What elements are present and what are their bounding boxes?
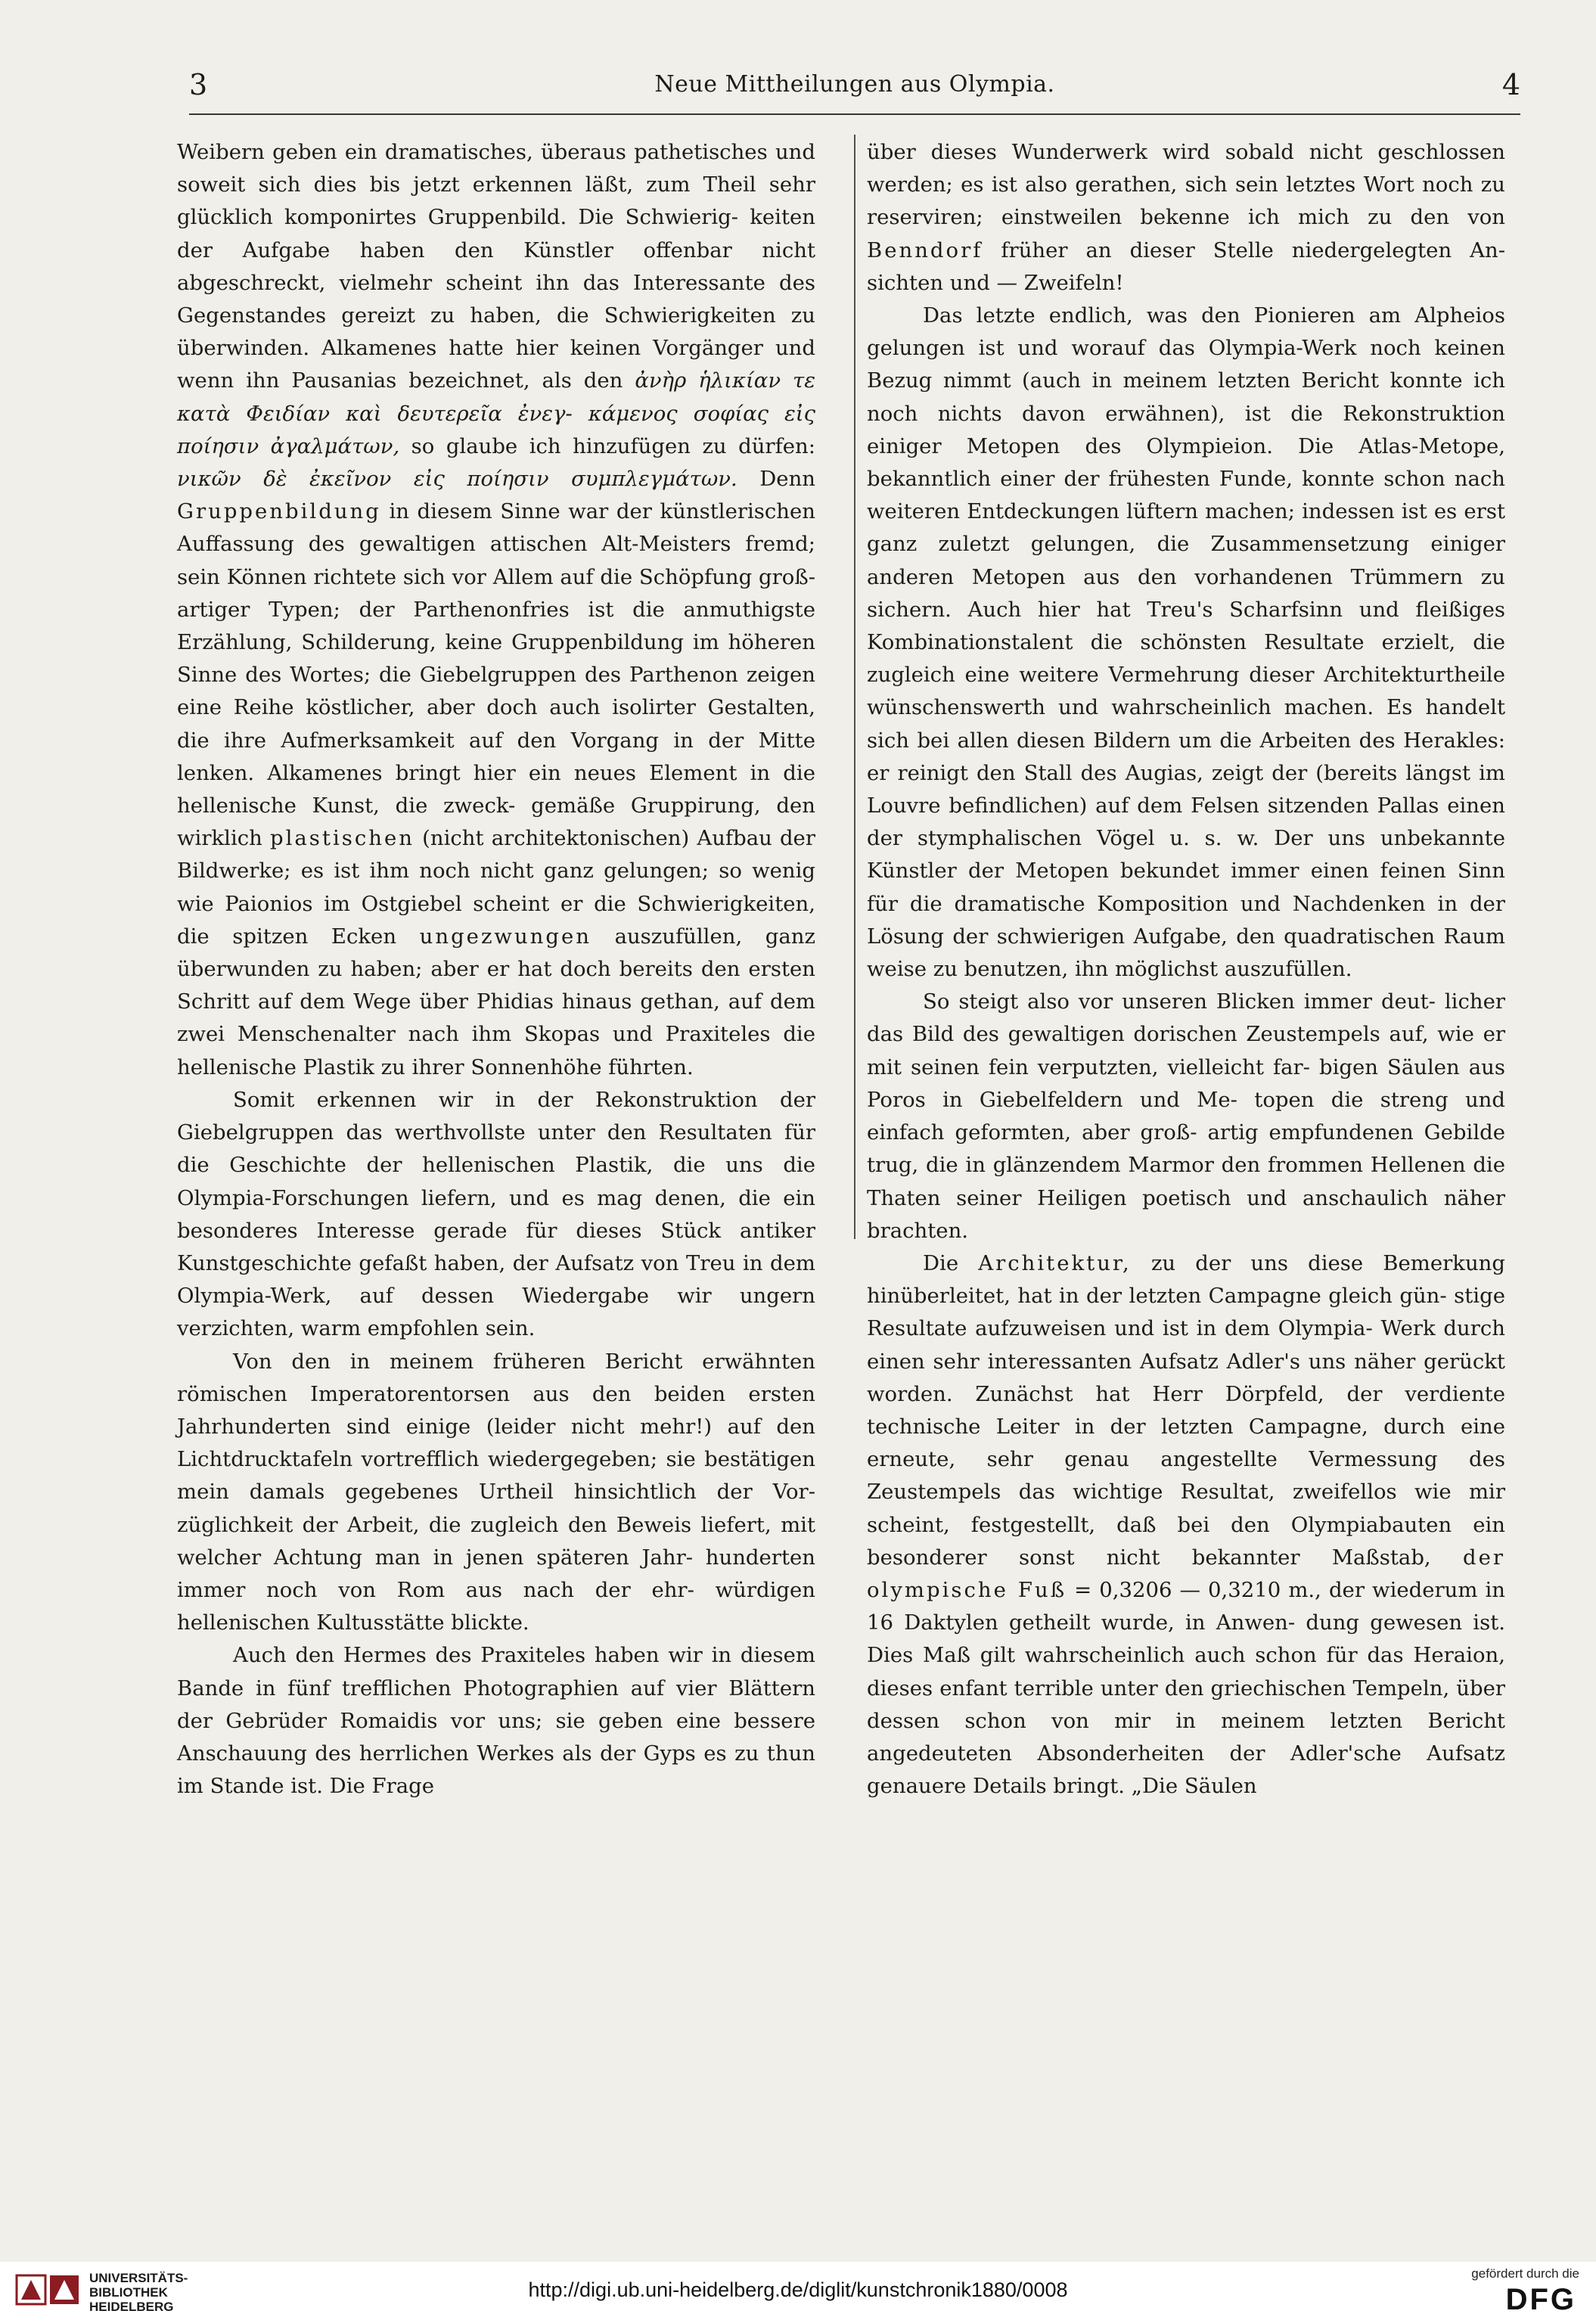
paragraph: Weibern geben ein dramatisches, überaus pathetisches und soweit sich dies bis jetzt erkennen läßt, zum Theil sehr glücklich komponirtes Gruppenbild. Die Schwierig- keiten der Aufgabe haben den Künstler offenbar nicht abgeschreckt, vielmehr scheint ihn das Interessante des Gegenstandes gereizt zu haben, die Schwierigkeiten zu überwinden. Alkamenes hatte hier keinen Vorgänger und wenn ihn Pausanias bezeichnet, als den ἀνὴρ ἡλικίαν τε κατὰ Φειδίαν καὶ δευτερεῖα ἐνεγ- κάμενος σοφίας εἰς ποίησιν ἀγαλμάτων, so glaube ich hinzufügen zu dürfen: νικῶν δὲ ἐκεῖνον εἰς ποίησιν συμπλεγμάτων. Denn Gruppenbildung in diesem Sinne war der künstlerischen Auffassung des gewaltigen attischen Alt-Meisters fremd; sein Können richtete sich vor Allem auf die Schöpfung groß- artiger Typen; der Parthenonfries ist die anmuthigste Erzählung, Schilderung, keine Gruppenbildung im höheren Sinne des Wortes; die Giebelgruppen des Parthenon zeigen eine Reihe köstlicher, aber doch auch isolirter Gestalten, die ihre Aufmerksamkeit auf den Vorgang in der Mitte lenken. Alkamenes bringt hier ein neues Element in die hellenische Kunst, die zweck- gemäße Gruppirung, den wirklich plastischen (nicht architektonischen) Aufbau der Bildwerke; es ist ihm noch nicht ganz gelungen; so wenig wie Paionios im Ostgiebel scheint er die Schwierigkeiten, die spitzen Ecken ungezwungen auszufüllen, ganz überwunden zu haben; aber er hat doch bereits den ersten Schritt auf dem Wege über Phidias hinaus gethan, auf dem zwei Menschenalter nach ihm Skopas und Praxiteles die hellenische Plastik zu ihrer Sonnenhöhe führten. <box>177 140 816 1079</box>
paragraph: Somit erkennen wir in der Rekonstruktion der Giebelgruppen das werthvollste unter den Resultaten für die Geschichte der hellenischen Plastik, die uns die Olympia-Forschungen liefern, und es mag denen, die ein besonderes Interesse gerade für dieses Stück antiker Kunstgeschichte gefaßt haben, der Aufsatz von Treu in dem Olympia-Werk, auf dessen Wiedergabe wir ungern verzichten, warm empfohlen sein. <box>177 1087 815 1341</box>
paragraph: Auch den Hermes des Praxiteles haben wir in diesem Bande in fünf trefflichen Photographien auf vier Blättern der Gebrüder Romaidis vor uns; sie geben eine bessere Anschauung des herrlichen Werkes als der Gyps es zu thun im Stande ist. Die Frage <box>177 1643 815 1799</box>
left-column <box>177 136 815 1803</box>
paragraph: über dieses Wunderwerk wird sobald nicht geschlossen werden; es ist also gerathen, sich sein letztes Wort noch zu reserviren; einstweilen bekenne ich mich zu den von Benndorf früher an dieser Stelle niedergelegten An- sichten und — Zweifeln! <box>867 140 1505 295</box>
paragraph: Das letzte endlich, was den Pionieren am Alpheios gelungen ist und worauf das Olympia-Werk noch keinen Bezug nimmt (auch in meinem letzten Bericht konnte ich noch nichts davon erwähnen), ist die Rekonstruktion einiger Metopen des Olympieion. Die Atlas-Metope, bekanntlich einer der frühesten Funde, konnte schon nach weiteren Entdeckungen lüftern machen; indessen ist es erst ganz zuletzt gelungen, die Zusammensetzung einiger anderen Metopen aus den vorhandenen Trümmern zu sichern. Auch hier hat Treu's Scharfsinn und fleißiges Kombinationstalent die schönsten Resultate erzielt, die zugleich eine weitere Vermehrung dieser Architekturtheile wünschenswerth und wahrscheinlich machen. Es handelt sich bei allen diesen Bildern um die Arbeiten des Herakles: er reinigt den Stall des Augias, zeigt der (bereits längst im Louvre befindlichen) auf dem Felsen sitzenden Pallas einen der stymphalischen Vögel u. s. w. Der uns unbekannte Künstler der Metopen bekundet immer einen feinen Sinn für die dramatische Komposition und Nachdenken in der Lösung der schwierigen Aufgabe, den quadratischen Raum weise zu benutzen, ihn möglichst auszufüllen. <box>867 303 1506 982</box>
header-rule <box>189 113 1520 115</box>
funding-caption: gefördert durch die <box>1471 2266 1579 2281</box>
column-divider <box>854 135 855 1239</box>
paragraph: So steigt also vor unseren Blicken immer deut- licher das Bild des gewaltigen dorischen Zeustempels auf, wie er mit seinen fein verputzten, vielleicht far- bigen Säulen aus Poros in Giebelfeldern und Me- topen die streng und einfach geformten, aber groß- artig empfundenen Gebilde trug, die in glänzendem Marmor den frommen Hellenen die Thaten seiner Heiligen poetisch und anschaulich näher brachten. <box>867 989 1506 1243</box>
dfg-logo: DFG <box>1505 2283 1576 2316</box>
paragraph: Von den in meinem früheren Bericht erwähnten römischen Imperatorentorsen aus den beiden ersten Jahrhunderten sind einige (leider nicht mehr!) auf den Lichtdrucktafeln vortrefflich wiedergegeben; sie bestätigen mein damals gegebenes Urtheil hinsichtlich der Vor- züglichkeit der Arbeit, die zugleich den Beweis liefert, mit welcher Achtung man in jenen späteren Jahr- hunderten immer noch von Rom aus nach der ehr- würdigen hellenischen Kultusstätte blickte. <box>177 1349 816 1635</box>
source-url[interactable]: http://digi.ub.uni-heidelberg.de/diglit/kunstchronik1880/0008 <box>528 2278 1068 2301</box>
right-column <box>867 136 1505 1803</box>
page-header <box>189 64 1520 109</box>
institution-name: UNIVERSITÄTS- BIBLIOTHEK HEIDELBERG <box>89 2271 188 2314</box>
page-number-left: 3 <box>189 68 208 101</box>
page-number-right: 4 <box>1501 68 1520 101</box>
running-title: Neue Mittheilungen aus Olympia. <box>654 71 1055 98</box>
paragraph: Die Architektur, zu der uns diese Bemerkung hinüberleitet, hat in der letzten Campagne gleich gün- stige Resultate aufzuweisen und ist in dem Olympia- Werk durch einen sehr interessanten Aufsatz Adler's uns näher gerückt worden. Zunächst hat Herr Dörpfeld, der verdiente technische Leiter in der letzten Campagne, durch eine erneute, sehr genau angestellte Vermessung des Zeustempels das wichtige Resultat, zweifellos wie mir scheint, festgestellt, daß bei den Olympiabauten ein besonderer sonst nicht bekannter Maßstab, der olympische Fuß = 0,3206 — 0,3210 m., der wiederum in 16 Daktylen getheilt wurde, in Anwen- dung gewesen ist. Dies Maß gilt wahrscheinlich auch schon für das Heraion, dieses enfant terrible unter den griechischen Tempeln, über dessen schon von mir in meinem letzten Bericht angedeuteten Absonderheiten der Adler'sche Aufsatz genauere Details bringt. „Die Säulen <box>867 1250 1506 1799</box>
footer-bar <box>0 2262 1596 2316</box>
